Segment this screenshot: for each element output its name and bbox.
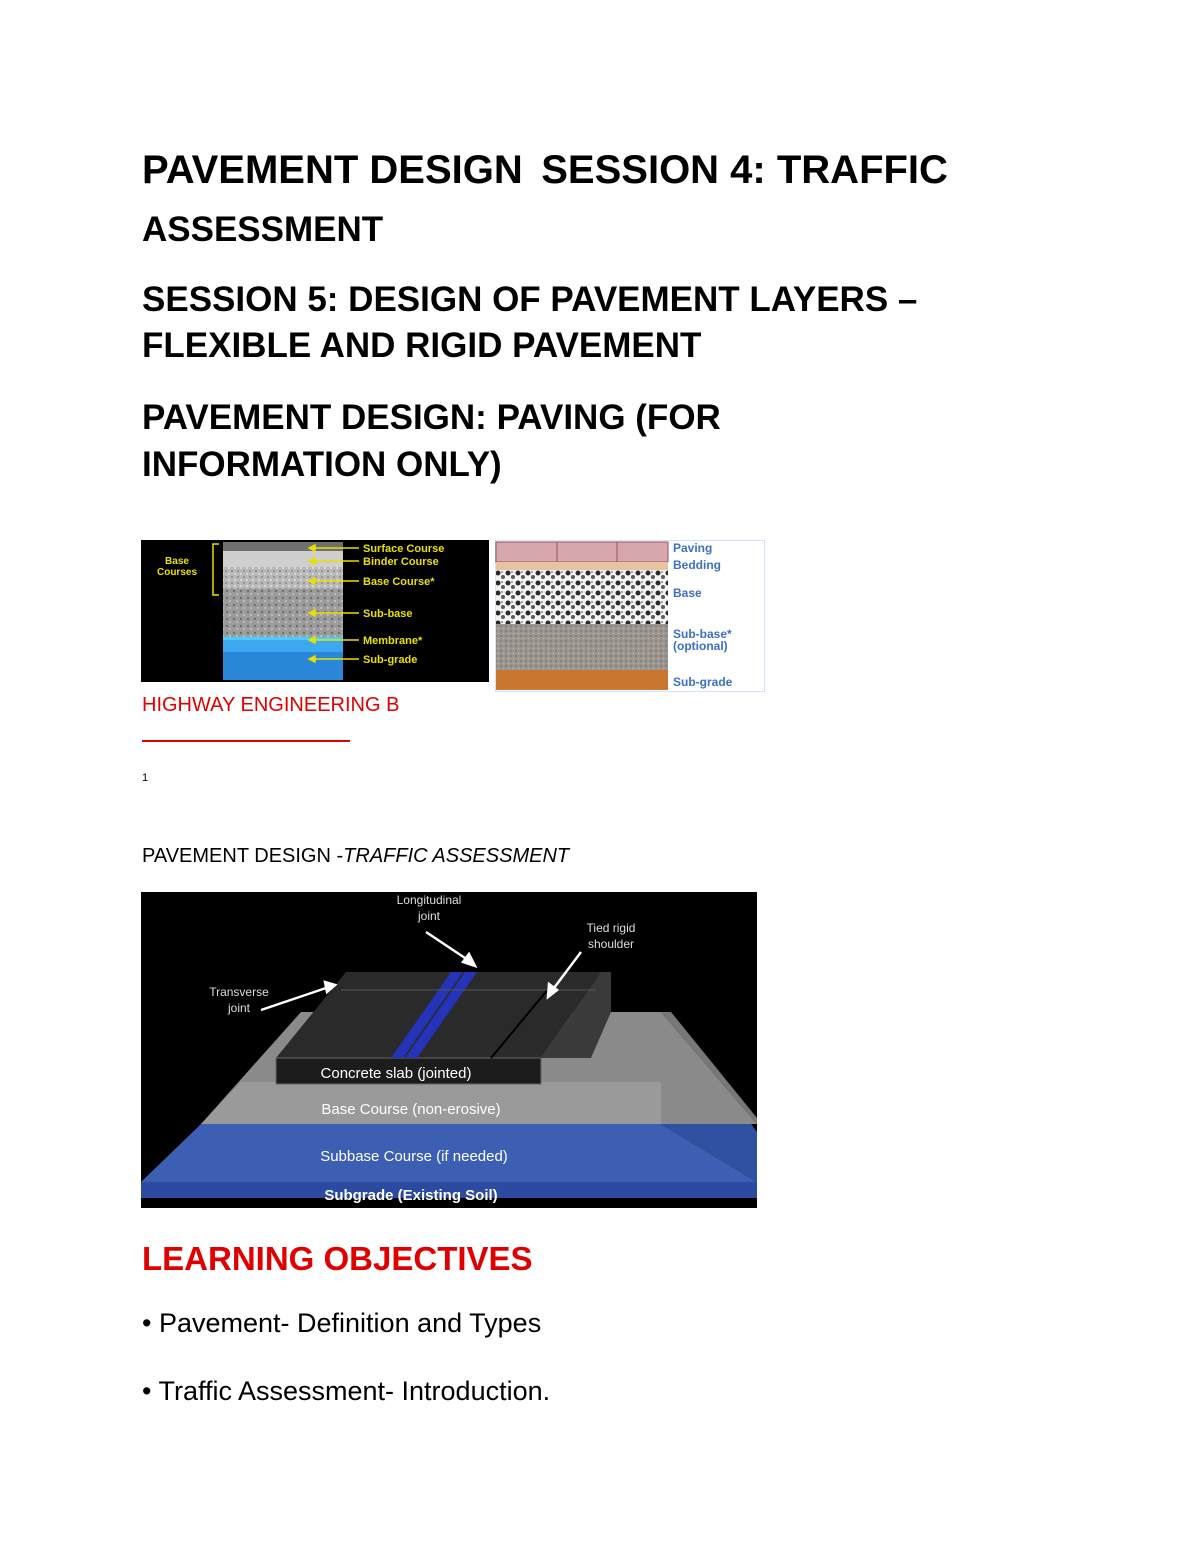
rigid-label-tied-rigid: Tied rigid	[586, 921, 636, 935]
rigid-label-longitudinal-joint: joint	[417, 909, 441, 923]
paving-label-optional: (optional)	[673, 639, 728, 653]
title-pavement-design: PAVEMENT DESIGN	[142, 148, 523, 192]
session-5-heading-line-1: SESSION 5: DESIGN OF PAVEMENT LAYERS –	[142, 280, 918, 319]
title-session-4: SESSION 4: TRAFFIC	[541, 148, 948, 192]
session-5-heading-line-2: FLEXIBLE AND RIGID PAVEMENT	[142, 326, 702, 365]
paving-label-paving: Paving	[673, 541, 713, 555]
rigid-label-subgrade: Subgrade (Existing Soil)	[324, 1187, 498, 1204]
rigid-label-transverse: Transverse	[209, 985, 269, 999]
course-name-footer: HIGHWAY ENGINEERING B	[142, 694, 400, 716]
objective-text: Pavement- Definition and Types	[158, 1308, 542, 1338]
traffic-assessment-heading	[142, 845, 569, 868]
rigid-label-shoulder: shoulder	[587, 937, 635, 951]
flex-label-sub-base: Sub-base	[363, 608, 413, 620]
paving-label-base: Base	[673, 586, 702, 600]
flex-label-binder-course: Binder Course	[363, 556, 439, 568]
paving-label-bedding: Bedding	[673, 558, 721, 572]
paving-heading-line-2: INFORMATION ONLY)	[142, 445, 502, 484]
traffic-heading-italic: TRAFFIC ASSESSMENT	[343, 845, 570, 867]
flex-label-sub-grade: Sub-grade	[363, 654, 418, 666]
objective-item-2	[142, 1376, 550, 1407]
objective-item-1	[142, 1308, 541, 1339]
rigid-pavement-image	[141, 892, 757, 1208]
flex-label-membrane: Membrane*	[363, 635, 423, 647]
bullet-mark: •	[142, 1376, 152, 1406]
paving-layers-image	[495, 540, 765, 692]
flexible-pavement-layers-image	[141, 540, 489, 682]
bullet-mark: •	[142, 1308, 152, 1338]
objective-text: Traffic Assessment- Introduction.	[158, 1376, 551, 1406]
rigid-label-subbase-course: Subbase Course (if needed)	[320, 1148, 508, 1165]
flex-bracket-label-base: Base	[165, 556, 189, 567]
footer-divider	[142, 740, 350, 742]
rigid-label-concrete-slab: Concrete slab (jointed)	[320, 1065, 472, 1082]
rigid-label-transverse-joint: joint	[227, 1001, 251, 1015]
flex-label-base-course: Base Course*	[363, 576, 435, 588]
paving-heading-line-1: PAVEMENT DESIGN: PAVING (FOR	[142, 398, 721, 437]
traffic-heading-normal: PAVEMENT DESIGN -	[142, 845, 344, 867]
flex-label-surface-course: Surface Course	[363, 543, 445, 555]
title-line-2: ASSESSMENT	[142, 210, 384, 249]
paving-label-sub-base: Sub-base*	[673, 627, 732, 641]
title-line-1	[142, 150, 948, 190]
rigid-label-longitudinal: Longitudinal	[396, 893, 462, 907]
flex-bracket-label-courses: Courses	[156, 567, 198, 578]
learning-objectives-title: LEARNING OBJECTIVES	[142, 1240, 533, 1277]
page-number: 1	[142, 772, 149, 784]
rigid-label-base-course: Base Course (non-erosive)	[321, 1101, 501, 1118]
paving-label-sub-grade: Sub-grade	[673, 675, 733, 689]
